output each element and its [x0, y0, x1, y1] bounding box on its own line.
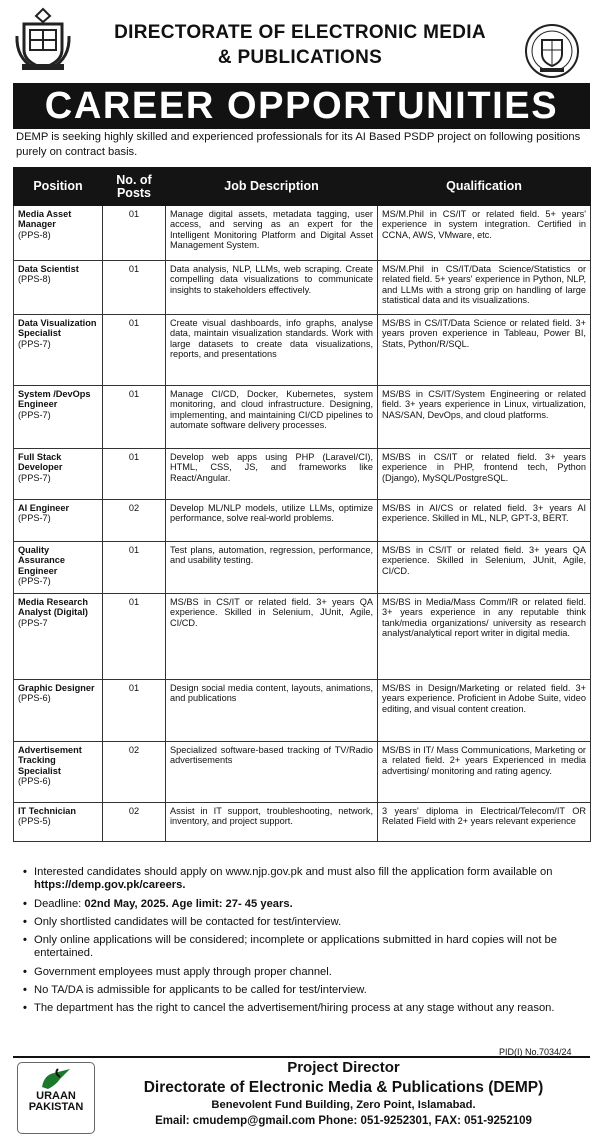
- table-row: [14, 315, 591, 386]
- table-row: [14, 742, 591, 803]
- qualification-cell: MS/BS in CS/IT or related field. 3+ years QA experience. Skilled in Selenium, JUnit, Agile, CI/CD.: [378, 542, 591, 594]
- posts-cell: 02: [103, 500, 166, 542]
- qualification-cell: MS/M.Phil in CS/IT/Data Science/Statistics or related field. 5+ years' experience in Python, NLP, and LLMs with a strong grip on handling of large statistical data and its visualizations.: [378, 261, 591, 315]
- position-cell: [14, 742, 103, 803]
- bullet-icon: •: [23, 866, 27, 878]
- column-header-position: Position: [14, 168, 103, 206]
- table-row: [14, 261, 591, 315]
- note-item: [16, 934, 591, 961]
- posts-cell: 02: [103, 803, 166, 842]
- table-row: [14, 680, 591, 742]
- description-cell: Create visual dashboards, info graphs, analyse data, maintain visualization standards. Work with large datasets to create data visualizations, reports, and presentations: [166, 315, 378, 386]
- posts-cell: 01: [103, 206, 166, 261]
- position-cell: [14, 500, 103, 542]
- column-header-qualification: Qualification: [378, 168, 591, 206]
- column-header-posts: No. of Posts: [103, 168, 166, 206]
- note-bold: https://demp.gov.pk/careers.: [34, 879, 186, 892]
- state-emblem-icon: [520, 22, 584, 80]
- position-cell: [14, 449, 103, 500]
- note-text: [34, 934, 591, 961]
- qualification-cell: MS/BS in AI/CS or related field. 3+ years AI experience. Skilled in ML, NLP, GPT-3, BERT.: [378, 500, 591, 542]
- position-cell: [14, 386, 103, 449]
- description-cell: Design social media content, layouts, animations, and publications: [166, 680, 378, 742]
- position-name: Media Research Analyst (Digital): [18, 597, 88, 618]
- qualification-cell: MS/BS in CS/IT or related field. 3+ years experience in PHP, frontend tech, Python (Django), MySQL/PostgreSQL.: [378, 449, 591, 500]
- position-cell: [14, 542, 103, 594]
- position-cell: [14, 680, 103, 742]
- note-text: [34, 898, 591, 911]
- position-cell: [14, 803, 103, 842]
- posts-cell: 01: [103, 386, 166, 449]
- position-name: Data Scientist: [18, 264, 79, 274]
- position-name: Quality Assurance Engineer: [18, 545, 65, 576]
- footer-contact: [101, 1058, 586, 1129]
- note-text: [34, 916, 591, 929]
- position-name: Media Asset Manager: [18, 209, 72, 230]
- header: [0, 0, 601, 82]
- bullet-icon: •: [23, 984, 27, 997]
- position-cell: [14, 261, 103, 315]
- table-row: [14, 386, 591, 449]
- footer-email-phone: Email: cmudemp@gmail.com Phone: 051-9252301, FAX: 051-9252109: [155, 1115, 532, 1127]
- posts-cell: 01: [103, 594, 166, 680]
- table-row: [14, 803, 591, 842]
- note-item: [16, 966, 591, 979]
- position-name: Graphic Designer: [18, 683, 95, 693]
- jobs-table-body: [14, 206, 591, 842]
- position-cell: [14, 594, 103, 680]
- position-cell: [14, 206, 103, 261]
- state-emblem-icon: [14, 6, 72, 72]
- position-cell: [14, 315, 103, 386]
- table-row: [14, 449, 591, 500]
- position-name: IT Technician: [18, 806, 77, 816]
- note-item: [16, 866, 591, 893]
- position-name: System /DevOps Engineer: [18, 389, 91, 410]
- qualification-cell: MS/M.Phil in CS/IT or related field. 5+ years' experience in system integration. Certified in CCNA, AWS, VMware, etc.: [378, 206, 591, 261]
- description-cell: Data analysis, NLP, LLMs, web scraping. Create compelling data visualizations to communicate insights to stakeholders effectively.: [166, 261, 378, 315]
- note-plain: Deadline:: [34, 897, 85, 910]
- posts-cell: 01: [103, 680, 166, 742]
- posts-cell: 01: [103, 542, 166, 594]
- table-row: [14, 500, 591, 542]
- qualification-cell: MS/BS in IT/ Mass Communications, Marketing or a related field. 2+ years Experienced in media advertising/ monitoring and rating agency.: [378, 742, 591, 803]
- position-grade: (PPS-8): [18, 274, 51, 285]
- description-cell: Specialized software-based tracking of TV/Radio advertisements: [166, 742, 378, 803]
- footer-line-2: Directorate of Electronic Media & Publications (DEMP): [143, 1079, 544, 1096]
- position-grade: (PPS-5): [18, 816, 51, 827]
- position-name: Data Visualization Specialist: [18, 318, 97, 339]
- position-grade: (PPS-7): [18, 576, 51, 587]
- position-grade: (PPS-6): [18, 693, 51, 704]
- posts-cell: 01: [103, 315, 166, 386]
- position-name: Advertisement Tracking Specialist: [18, 745, 82, 776]
- description-cell: MS/BS in CS/IT or related field. 3+ years QA experience. Skilled in Selenium, JUnit, Agile, CI/CD.: [166, 594, 378, 680]
- position-grade: (PPS-7): [18, 409, 51, 420]
- note-text: [34, 1002, 591, 1015]
- footer-line-1: Project Director: [287, 1059, 400, 1076]
- position-grade: (PPS-6): [18, 776, 51, 787]
- position-grade: (PPS-7: [18, 617, 48, 628]
- logo-text-uraan: URAAN: [36, 1090, 76, 1102]
- footer-address: Benevolent Fund Building, Zero Point, Islamabad.: [211, 1099, 476, 1111]
- note-item: [16, 898, 591, 911]
- description-cell: Manage CI/CD, Docker, Kubernetes, system monitoring, and cloud infrastructure. Designing, implementing, and maintaining CI/CD pipelines to automate software delivery processes.: [166, 386, 378, 449]
- org-title: [80, 20, 520, 70]
- note-text: [34, 966, 591, 979]
- position-name: Full Stack Developer: [18, 452, 63, 473]
- description-cell: Develop web apps using PHP (Laravel/CI), HTML, CSS, JS, and frameworks like React/Angular.: [166, 449, 378, 500]
- description-cell: Assist in IT support, troubleshooting, network, inventory, and project support.: [166, 803, 378, 842]
- org-title-line-1: DIRECTORATE OF ELECTRONIC MEDIA: [114, 22, 486, 43]
- pid-number: PID(I) No.7034/24: [499, 1047, 572, 1057]
- description-cell: Develop ML/NLP models, utilize LLMs, optimize performance, solve real-world problems.: [166, 500, 378, 542]
- note-text: [34, 866, 591, 893]
- posts-cell: 02: [103, 742, 166, 803]
- table-row: [14, 206, 591, 261]
- flag-map-icon: [38, 1067, 74, 1091]
- logo-text-pakistan: PAKISTAN: [28, 1101, 84, 1113]
- table-row: [14, 594, 591, 680]
- note-item: [16, 984, 591, 997]
- career-banner: CAREER OPPORTUNITIES: [13, 83, 590, 129]
- bullet-icon: •: [23, 1002, 27, 1015]
- note-text: [34, 984, 591, 997]
- bullet-icon: •: [23, 934, 27, 947]
- bullet-icon: •: [23, 915, 27, 928]
- qualification-cell: MS/BS in Design/Marketing or related field. 3+ years experience. Proficient in Adobe Suite, video editing, and visual content creation.: [378, 680, 591, 742]
- position-grade: (PPS-7): [18, 472, 51, 483]
- position-name: AI Engineer: [18, 503, 70, 513]
- note-item: [16, 916, 591, 929]
- intro-paragraph: DEMP is seeking highly skilled and experienced professionals for its AI Based PSDP project on following positions purely on contract basis.: [16, 131, 581, 158]
- qualification-cell: MS/BS in CS/IT/Data Science or related field. 3+ years proven experience in Tableau, Power BI, Stats, Python/R/SQL.: [378, 315, 591, 386]
- table-header-row: [14, 168, 591, 206]
- position-grade: (PPS-8): [18, 229, 51, 240]
- footer: [13, 1056, 590, 1135]
- description-cell: Manage digital assets, metadata tagging, user access, and serving as an expert for the Intelligent Monitoring Platform and Digital Asset Management System.: [166, 206, 378, 261]
- qualification-cell: MS/BS in Media/Mass Comm/IR or related field. 3+ years experience in any reputable think tank/media organizations/ university as research analyst/analytical report writer in digital media.: [378, 594, 591, 680]
- uraan-pakistan-logo: [17, 1062, 95, 1134]
- position-grade: (PPS-7): [18, 513, 51, 524]
- bullet-icon: •: [23, 897, 27, 910]
- jobs-table: [13, 167, 591, 842]
- posts-cell: 01: [103, 261, 166, 315]
- note-item: [16, 1002, 591, 1015]
- description-cell: Test plans, automation, regression, performance, and usability testing.: [166, 542, 378, 594]
- table-row: [14, 542, 591, 594]
- note-plain: Only online applications will be considered; incomplete or applications submitted in hard copies will not be entertained.: [34, 934, 557, 960]
- qualification-cell: MS/BS in CS/IT/System Engineering or related field. 3+ years experience in Linux, virtualization, NAS/SAN, DevOps, and cloud platforms.: [378, 386, 591, 449]
- posts-cell: 01: [103, 449, 166, 500]
- bullet-icon: •: [23, 965, 27, 978]
- note-plain: The department has the right to cancel the advertisement/hiring process at any stage without any reason.: [34, 1002, 555, 1015]
- org-title-line-2: & PUBLICATIONS: [217, 47, 383, 68]
- qualification-cell: 3 years' diploma in Electrical/Telecom/IT OR Related Field with 2+ years relevant experience: [378, 803, 591, 842]
- note-plain: Interested candidates should apply on www.njp.gov.pk and must also fill the application form available on: [34, 866, 553, 878]
- note-plain: Only shortlisted candidates will be contacted for test/interview.: [34, 915, 342, 928]
- note-plain: Government employees must apply through proper channel.: [34, 965, 332, 978]
- position-grade: (PPS-7): [18, 338, 51, 349]
- notes-list: [16, 866, 591, 1021]
- note-plain: No TA/DA is admissible for applicants to be called for test/interview.: [34, 984, 367, 997]
- note-bold: 02nd May, 2025. Age limit: 27- 45 years.: [84, 897, 293, 910]
- column-header-description: Job Description: [166, 168, 378, 206]
